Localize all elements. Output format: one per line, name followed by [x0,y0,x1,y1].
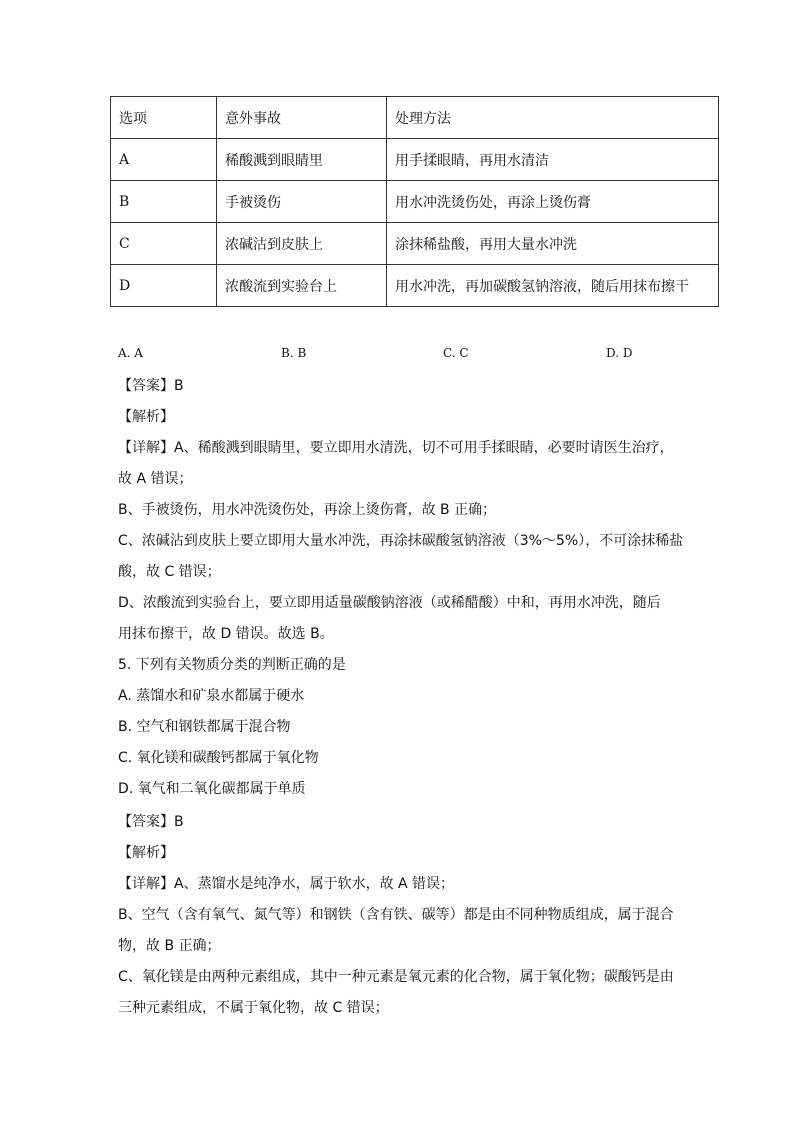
q4-detail-line: 故 A 错误； [118,471,193,487]
q5-detail-line: 【详解】A、蒸馏水是纯净水，属于软水，故 A 错误； [118,876,455,892]
q5-option-b: B. 空气和钢铁都属于混合物 [118,719,291,735]
q5-analysis-heading: 【解析】 [118,845,174,861]
table-cell: C [111,223,217,265]
table-cell: 用水冲洗，再加碳酸氢钠溶液，随后用抹布擦干 [387,265,719,307]
q4-option: B. B [281,346,307,360]
q5-option-c: C. 氧化镁和碳酸钙都属于氧化物 [118,750,319,766]
table-row [111,139,719,181]
table-header-cell: 选项 [111,97,217,139]
q4-detail-line: 酸，故 C 错误； [118,564,221,580]
q4-option: A. A [118,346,143,360]
table-cell: 用水冲洗烫伤处，再涂上烫伤膏 [387,181,719,223]
table-cell: 用手揉眼睛，再用水清洁 [387,139,719,181]
table-row [111,181,719,223]
q5-answer: 【答案】B [118,814,184,830]
q5-detail-line: 三种元素组成，不属于氧化物，故 C 错误； [118,1000,389,1016]
q5-detail-line: B、空气（含有氧气、氮气等）和钢铁（含有铁、碳等）都是由不同种物质组成，属于混合 [118,907,674,923]
table-cell: 手被烫伤 [217,181,387,223]
table-cell: 浓酸流到实验台上 [217,265,387,307]
table-header-cell: 意外事故 [217,97,387,139]
q5-option-a: A. 蒸馏水和矿泉水都属于硬水 [118,688,305,704]
q4-detail-line: 用抹布擦干，故 D 错误。故选 B。 [118,626,334,642]
table-cell: B [111,181,217,223]
q4-analysis-heading: 【解析】 [118,409,174,425]
q5-detail-line: 物，故 B 正确； [118,938,221,954]
q4-detail-line: B、手被烫伤，用水冲洗烫伤处，再涂上烫伤膏，故 B 正确； [118,502,497,518]
table-cell: 涂抹稀盐酸，再用大量水冲洗 [387,223,719,265]
q4-options [118,346,718,366]
table-row [111,223,719,265]
table-header-cell: 处理方法 [387,97,719,139]
q4-detail-line: C、浓碱沾到皮肤上要立即用大量水冲洗，再涂抹碳酸氢钠溶液（3%～5%），不可涂抹稀盐 [118,533,684,549]
table-cell: D [111,265,217,307]
table-cell: A [111,139,217,181]
q4-option: C. C [443,346,469,360]
table-row [111,265,719,307]
q4-option: D. D [606,346,633,360]
q4-detail-line: D、浓酸流到实验台上，要立即用适量碳酸钠溶液（或稀醋酸）中和，再用水冲洗，随后 [118,595,661,611]
q5-stem: 5. 下列有关物质分类的判断正确的是 [118,657,346,673]
table-cell: 浓碱沽到皮肤上 [217,223,387,265]
q4-answer: 【答案】B [118,378,184,394]
q5-option-d: D. 氧气和二氧化碳都属于单质 [118,781,306,797]
table-header-row [111,97,719,139]
accident-table [110,96,719,307]
table-cell: 稀酸溅到眼睛里 [217,139,387,181]
q5-detail-line: C、氧化镁是由两种元素组成，其中一种元素是氧元素的化合物，属于氧化物；碳酸钙是由 [118,969,674,985]
q4-detail-line: 【详解】A、稀酸溅到眼睛里，要立即用水清洗，切不可用手揉眼睛，必要时请医生治疗， [118,440,674,456]
